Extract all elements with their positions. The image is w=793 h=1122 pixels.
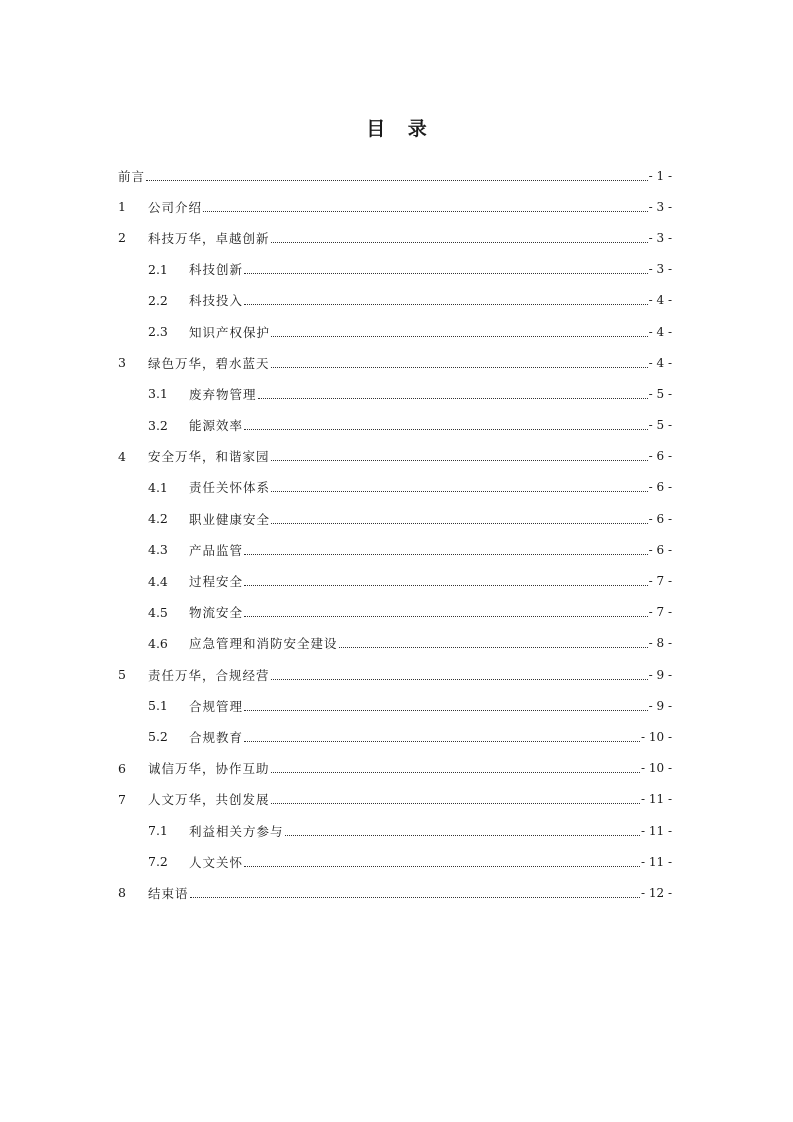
toc-entry-5-1[interactable] [118,690,672,721]
toc-dot-leader [285,834,640,836]
toc-entry-3[interactable] [118,347,672,378]
toc-entry-page: - 10 - [640,729,672,744]
toc-entry-page: - 8 - [648,636,672,651]
toc-dot-leader [271,335,648,337]
toc-entry-number: 5 [118,667,126,683]
toc-entry-4-3[interactable] [118,534,672,565]
toc-dot-leader [271,490,648,492]
toc-entry-number: 4.2 [148,511,168,527]
toc-entry-label: 能源效率 [189,418,244,434]
toc-entry-number: 6 [118,760,126,776]
toc-entry-page: - 6 - [648,542,672,557]
toc-entry-4-2[interactable] [118,503,672,534]
toc-entry-1[interactable] [118,191,672,222]
toc-entry-label: 人文关怀 [189,854,244,870]
toc-dot-leader [244,584,648,586]
toc-entry-label: 绿色万华，碧水蓝天 [148,355,270,371]
toc-entry-number: 3.1 [148,386,168,402]
toc-entry-page: - 3 - [648,199,672,214]
toc-entry-number: 7.2 [148,854,168,870]
toc-dot-leader [203,210,648,212]
toc-entry-page: - 6 - [648,449,672,464]
toc-entry-page: - 4 - [648,324,672,339]
toc-dot-leader [244,740,640,742]
toc-entry-4-6[interactable] [118,628,672,659]
toc-entry-5-2[interactable] [118,721,672,752]
toc-dot-leader [271,771,640,773]
toc-entry-7-2[interactable] [118,846,672,877]
toc-entry-4-5[interactable] [118,597,672,628]
toc-entry-page: - 11 - [640,854,672,869]
toc-entry-page: - 9 - [648,667,672,682]
toc-entry-6[interactable] [118,753,672,784]
toc-entry-2-3[interactable] [118,316,672,347]
toc-dot-leader [271,241,648,243]
toc-entry-number: 2.2 [148,292,168,308]
toc-entry-number: 3.2 [148,417,168,433]
toc-entry-page: - 6 - [648,480,672,495]
toc-dot-leader [190,896,640,898]
toc-dot-leader [271,802,640,804]
toc-entry-label: 废弃物管理 [189,386,257,402]
toc-entry-number: 4.5 [148,604,168,620]
toc-entry-number: 4 [118,448,126,464]
toc-dot-leader [146,179,648,181]
toc-entry-label: 产品监管 [189,542,244,558]
toc-dot-leader [244,428,648,430]
toc-entry-number: 4.1 [148,479,168,495]
toc-entry-8[interactable] [118,877,672,908]
toc-entry-label: 责任万华，合规经营 [148,667,270,683]
toc-entry-page: - 7 - [648,574,672,589]
toc-dot-leader [271,522,648,524]
toc-dot-leader [244,272,648,274]
toc-dot-leader [271,459,648,461]
toc-entry-label: 过程安全 [189,574,244,590]
toc-entry-label: 诚信万华，协作互助 [148,761,270,777]
toc-entry-3-1[interactable] [118,378,672,409]
toc-entry-page: - 11 - [640,792,672,807]
toc-entry-number: 4.6 [148,635,168,651]
toc-entry-label: 科技创新 [189,262,244,278]
toc-entry-page: - 12 - [640,885,672,900]
toc-entry-label: 合规管理 [189,698,244,714]
toc-list [118,160,672,909]
toc-entry-label: 合规教育 [189,729,244,745]
toc-dot-leader [258,397,648,399]
toc-entry-number: 5.1 [148,698,168,714]
toc-entry-page: - 1 - [648,168,672,183]
toc-entry-3-2[interactable] [118,410,672,441]
toc-entry-page: - 11 - [640,823,672,838]
toc-entry-label: 物流安全 [189,605,244,621]
toc-entry-number: 7.1 [148,823,168,839]
toc-entry-preface[interactable] [118,160,672,191]
toc-dot-leader [244,709,648,711]
toc-dot-leader [271,678,648,680]
toc-entry-label: 利益相关方参与 [189,823,284,839]
toc-entry-number: 5.2 [148,729,168,745]
toc-dot-leader [244,303,648,305]
toc-dot-leader [339,646,648,648]
toc-entry-page: - 5 - [648,386,672,401]
toc-entry-2[interactable] [118,222,672,253]
toc-entry-label: 知识产权保护 [189,324,271,340]
toc-dot-leader [271,366,648,368]
toc-entry-label: 科技投入 [189,293,244,309]
toc-entry-label: 责任关怀体系 [189,480,271,496]
toc-entry-page: - 3 - [648,230,672,245]
toc-entry-number: 2 [118,230,126,246]
toc-entry-label: 安全万华，和谐家园 [148,449,270,465]
toc-dot-leader [244,553,648,555]
toc-entry-page: - 7 - [648,605,672,620]
toc-entry-label: 前言 [118,168,146,184]
toc-entry-number: 1 [118,199,126,215]
toc-entry-4-4[interactable] [118,565,672,596]
toc-entry-page: - 4 - [648,293,672,308]
toc-dot-leader [244,865,640,867]
toc-entry-number: 4.3 [148,542,168,558]
toc-entry-page: - 5 - [648,418,672,433]
toc-entry-number: 3 [118,355,126,371]
toc-entry-label: 职业健康安全 [189,511,271,527]
toc-entry-page: - 3 - [648,262,672,277]
toc-entry-label: 科技万华，卓越创新 [148,230,270,246]
toc-entry-page: - 6 - [648,511,672,526]
toc-entry-2-1[interactable] [118,254,672,285]
toc-entry-number: 2.3 [148,324,168,340]
toc-entry-number: 4.4 [148,573,168,589]
toc-entry-7-1[interactable] [118,815,672,846]
toc-entry-4-1[interactable] [118,472,672,503]
toc-entry-number: 7 [118,791,126,807]
toc-entry-label: 应急管理和消防安全建设 [189,636,338,652]
toc-title: 目 录 [366,118,435,140]
toc-entry-number: 2.1 [148,261,168,277]
toc-entry-7[interactable] [118,784,672,815]
toc-entry-page: - 4 - [648,355,672,370]
toc-entry-2-2[interactable] [118,285,672,316]
toc-entry-page: - 10 - [640,761,672,776]
toc-dot-leader [244,615,648,617]
toc-entry-5[interactable] [118,659,672,690]
toc-entry-page: - 9 - [648,698,672,713]
toc-entry-label: 公司介绍 [148,199,203,215]
toc-entry-label: 结束语 [148,885,189,901]
toc-entry-number: 8 [118,885,126,901]
toc-entry-4[interactable] [118,441,672,472]
toc-entry-label: 人文万华，共创发展 [148,792,270,808]
